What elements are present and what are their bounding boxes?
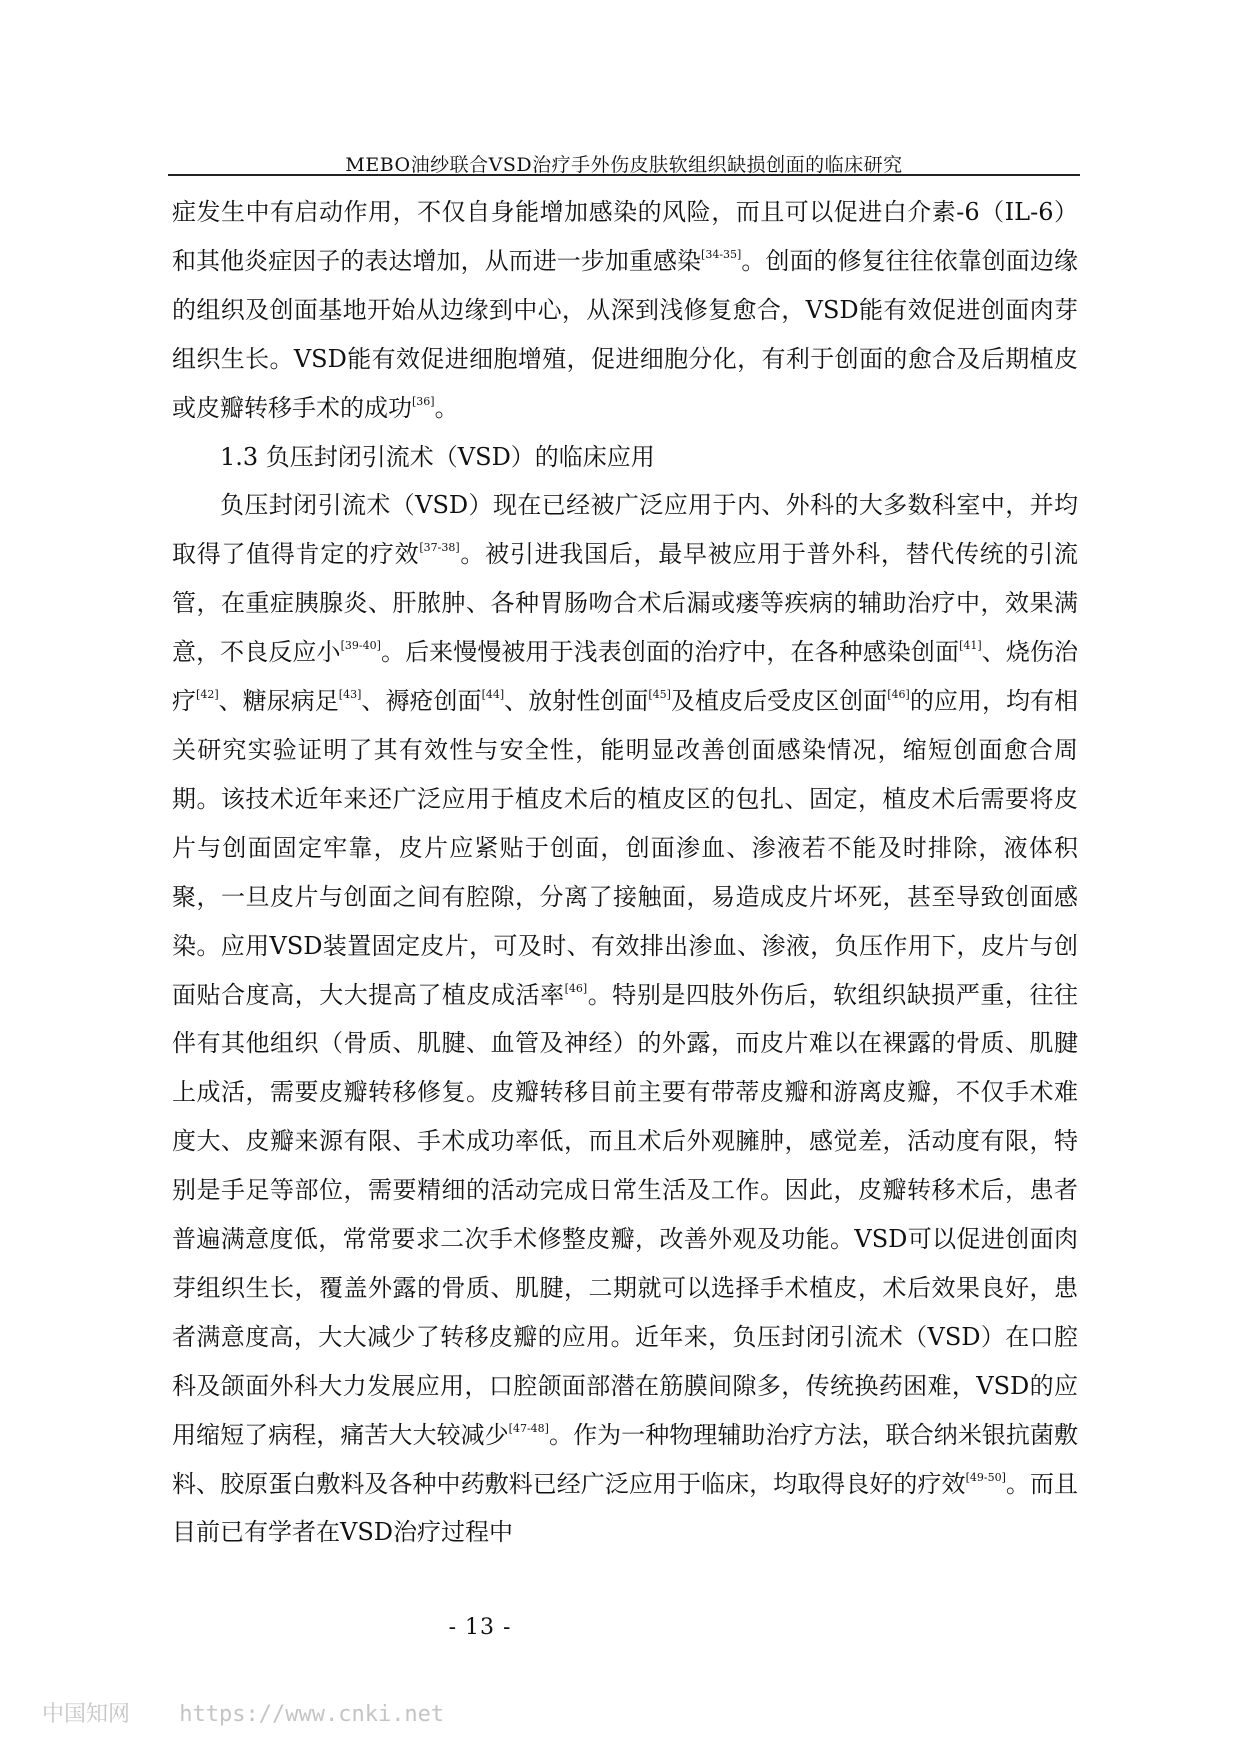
text-run: 、糖尿病足 (218, 687, 339, 716)
text-run: 负压封闭引流术（VSD）现在已经被广泛应用于内、外科的大多数科室中，并均取得了值得肯定的疗效 (172, 491, 1078, 569)
citation-ref: [41] (959, 639, 982, 653)
citation-ref: [42] (196, 688, 219, 702)
text-run: 及植皮后受皮区创面 (670, 687, 888, 716)
citation-ref: [45] (648, 688, 671, 702)
text-run: 。后来慢慢被用于浅表创面的治疗中，在各种感染创面 (380, 638, 960, 667)
cnki-watermark (42, 1697, 444, 1728)
citation-ref: [43] (338, 688, 362, 702)
cnki-logo-text: 中国知网 (42, 1702, 131, 1727)
citation-ref: [44] (481, 688, 505, 702)
text-run: 。被引进我国后，最早被应用于普外科，替代传统的引流管，在重症胰腺炎、肝脓肿、各种胃肠吻合术后漏或瘘等疾病的辅助治疗中，效果满意，不良反应小 (172, 540, 1078, 667)
paragraph (172, 481, 1078, 1557)
text-run: 的应用，均有相关研究实验证明了其有效性与安全性，能明显改善创面感染情况，缩短创面愈合周期。该技术近年来还广泛应用于植皮术后的植皮区的包扎、固定，植皮术后需要将皮片与创面固定牢靠，皮片应紧贴于创面，创面渗血、渗液若不能及时排除，液体积聚，一旦皮片与创面之间有腔隙，分离了接触面，易造成皮片坏死，甚至导致创面感染。应用VSD装置固定皮片，可及时、有效排出渗血、渗液，负压作用下，皮片与创面贴合度高，大大提高了植皮成活率 (172, 687, 1079, 1009)
body-text (172, 188, 1078, 1557)
text-run: 症发生中有启动作用，不仅自身能增加感染的风险，而且可以促进白介素-6（IL-6）和其他炎症因子的表达增加，从而进一步加重感染 (172, 198, 1078, 275)
text-run: 。作为一种物理辅助治疗方法，联合纳米银抗菌敷料、胶原蛋白敷料及各种中药敷料已经广泛应用于临床，均取得良好的疗效 (172, 1420, 1079, 1498)
text-run: 1.3 负压封闭引流术（VSD）的临床应用 (220, 442, 655, 471)
running-header-title: MEBO油纱联合VSD治疗手外伤皮肤软组织缺损创面的临床研究 (345, 154, 903, 176)
page-number: - 13 - (448, 1615, 512, 1640)
paragraph (172, 188, 1078, 433)
text-run: 。特别是四肢外伤后，软组织缺损严重，往往伴有其他组织（骨质、肌腱、血管及神经）的外露，而皮片难以在裸露的骨质、肌腱上成活，需要皮瓣转移修复。皮瓣转移目前主要有带蒂皮瓣和游离皮瓣，不仅手术难度大、皮瓣来源有限、手术成功率低，而且术后外观臃肿，感觉差，活动度有限，特别是手足等部位，需要精细的活动完成日常生活及工作。因此，皮瓣转移术后，患者普遍满意度低，常常要求二次手术修整皮瓣，改善外观及功能。VSD可以促进创面肉芽组织生长，覆盖外露的骨质、肌腱，二期就可以选择手术植皮，术后效果良好，患者满意度高，大大减少了转移皮瓣的应用。近年来，负压封闭引流术（VSD）在口腔科及颌面外科大力发展应用，口腔颌面部潜在筋膜间隙多，传统换药困难，VSD的应用缩短了病程，痛苦大大较减少 (172, 980, 1078, 1449)
citation-ref: [36] (412, 394, 435, 408)
text-run: 。而且目前已有学者在VSD治疗过程中 (172, 1469, 1079, 1547)
section-heading-1-3 (172, 433, 1078, 482)
citation-ref: [46] (887, 688, 910, 702)
citation-ref: [37-38] (419, 541, 460, 555)
header-rule (168, 174, 1080, 176)
text-run: 、放射性创面 (504, 687, 649, 716)
citation-ref: [49-50] (965, 1470, 1006, 1484)
text-run: 、烧伤治疗 (172, 638, 1079, 716)
text-run: 、褥疮创面 (361, 687, 482, 716)
cnki-url: https://www.cnki.net (179, 1702, 445, 1727)
citation-ref: [39-40] (340, 639, 381, 653)
text-run: 。 (434, 393, 459, 422)
citation-ref: [46] (564, 981, 588, 995)
text-run: 。创面的修复往往依靠创面边缘的组织及创面基地开始从边缘到中心，从深到浅修复愈合，VSD能有效促进创面肉芽组织生长。VSD能有效促进细胞增殖，促进细胞分化，有利于创面的愈合及后期植皮或皮瓣转移手术的成功 (172, 246, 1079, 422)
citation-ref: [34-35] (701, 247, 742, 261)
citation-ref: [47-48] (508, 1421, 549, 1435)
